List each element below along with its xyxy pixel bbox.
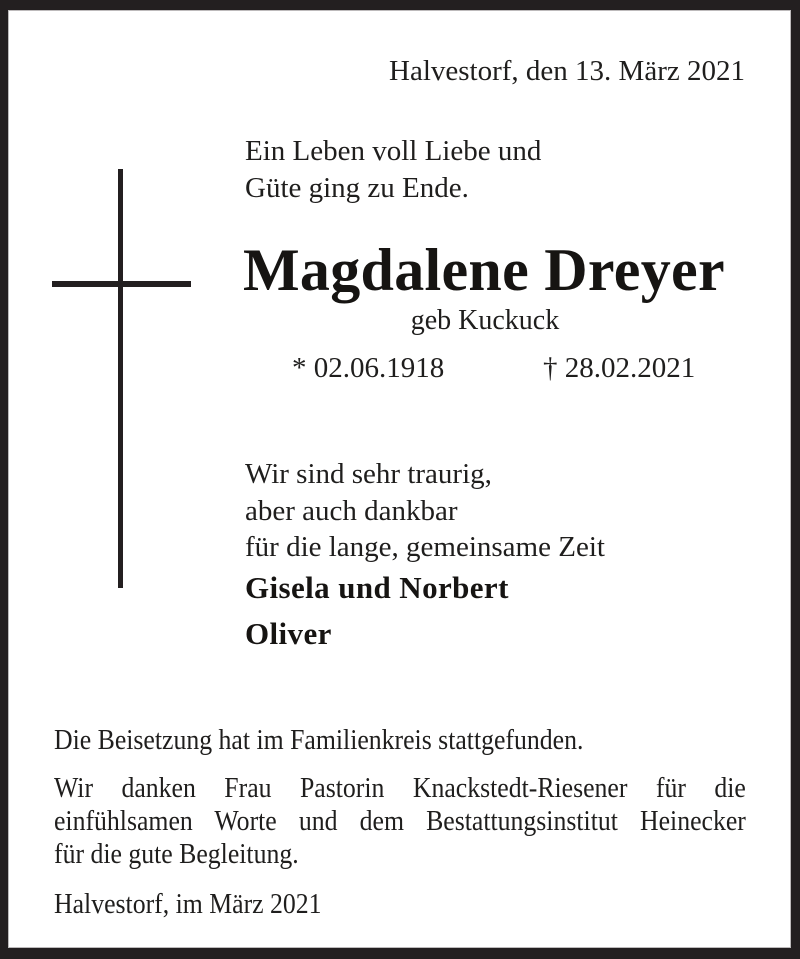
thanks-line-2: einfühlsamen Worte und dem Bestattungsinstitut Heinecker — [54, 806, 746, 837]
cross-vertical-bar — [118, 169, 123, 588]
grief-line-2: aber auch dankbar — [245, 494, 458, 527]
frame-border-bottom — [0, 948, 800, 959]
frame-border-left — [0, 0, 8, 959]
birth-date: * 02.06.1918 — [292, 352, 445, 384]
grief-line-1: Wir sind sehr traurig, — [245, 458, 492, 490]
bottom-block — [54, 724, 746, 922]
mourner-names-2: Oliver — [245, 616, 332, 651]
death-date: † 28.02.2021 — [543, 352, 696, 384]
intro-text — [245, 133, 541, 207]
dateline-bottom: Halvestorf, im März 2021 — [54, 889, 322, 920]
deceased-name: Magdalene Dreyer — [243, 237, 725, 303]
frame-border-right — [791, 0, 800, 959]
frame-border-top — [0, 0, 800, 10]
dateline-top: Halvestorf, den 13. März 2021 — [389, 55, 745, 87]
thanks-note — [54, 772, 746, 871]
cross-horizontal-bar — [52, 281, 191, 287]
grief-line-3: für die lange, gemeinsame Zeit — [245, 531, 605, 564]
mourner-names-1: Gisela und Norbert — [245, 570, 509, 605]
thanks-line-3: für die gute Begleitung. — [54, 839, 299, 870]
grief-text — [245, 456, 605, 566]
intro-line-2: Güte ging zu Ende. — [245, 172, 469, 204]
intro-line-1: Ein Leben voll Liebe und — [245, 135, 542, 167]
maiden-name: geb Kuckuck — [410, 305, 560, 336]
funeral-note: Die Beisetzung hat im Familienkreis stattgefunden. — [54, 725, 584, 756]
thanks-line-1: Wir danken Frau Pastorin Knackstedt-Riesener für die — [54, 773, 746, 804]
